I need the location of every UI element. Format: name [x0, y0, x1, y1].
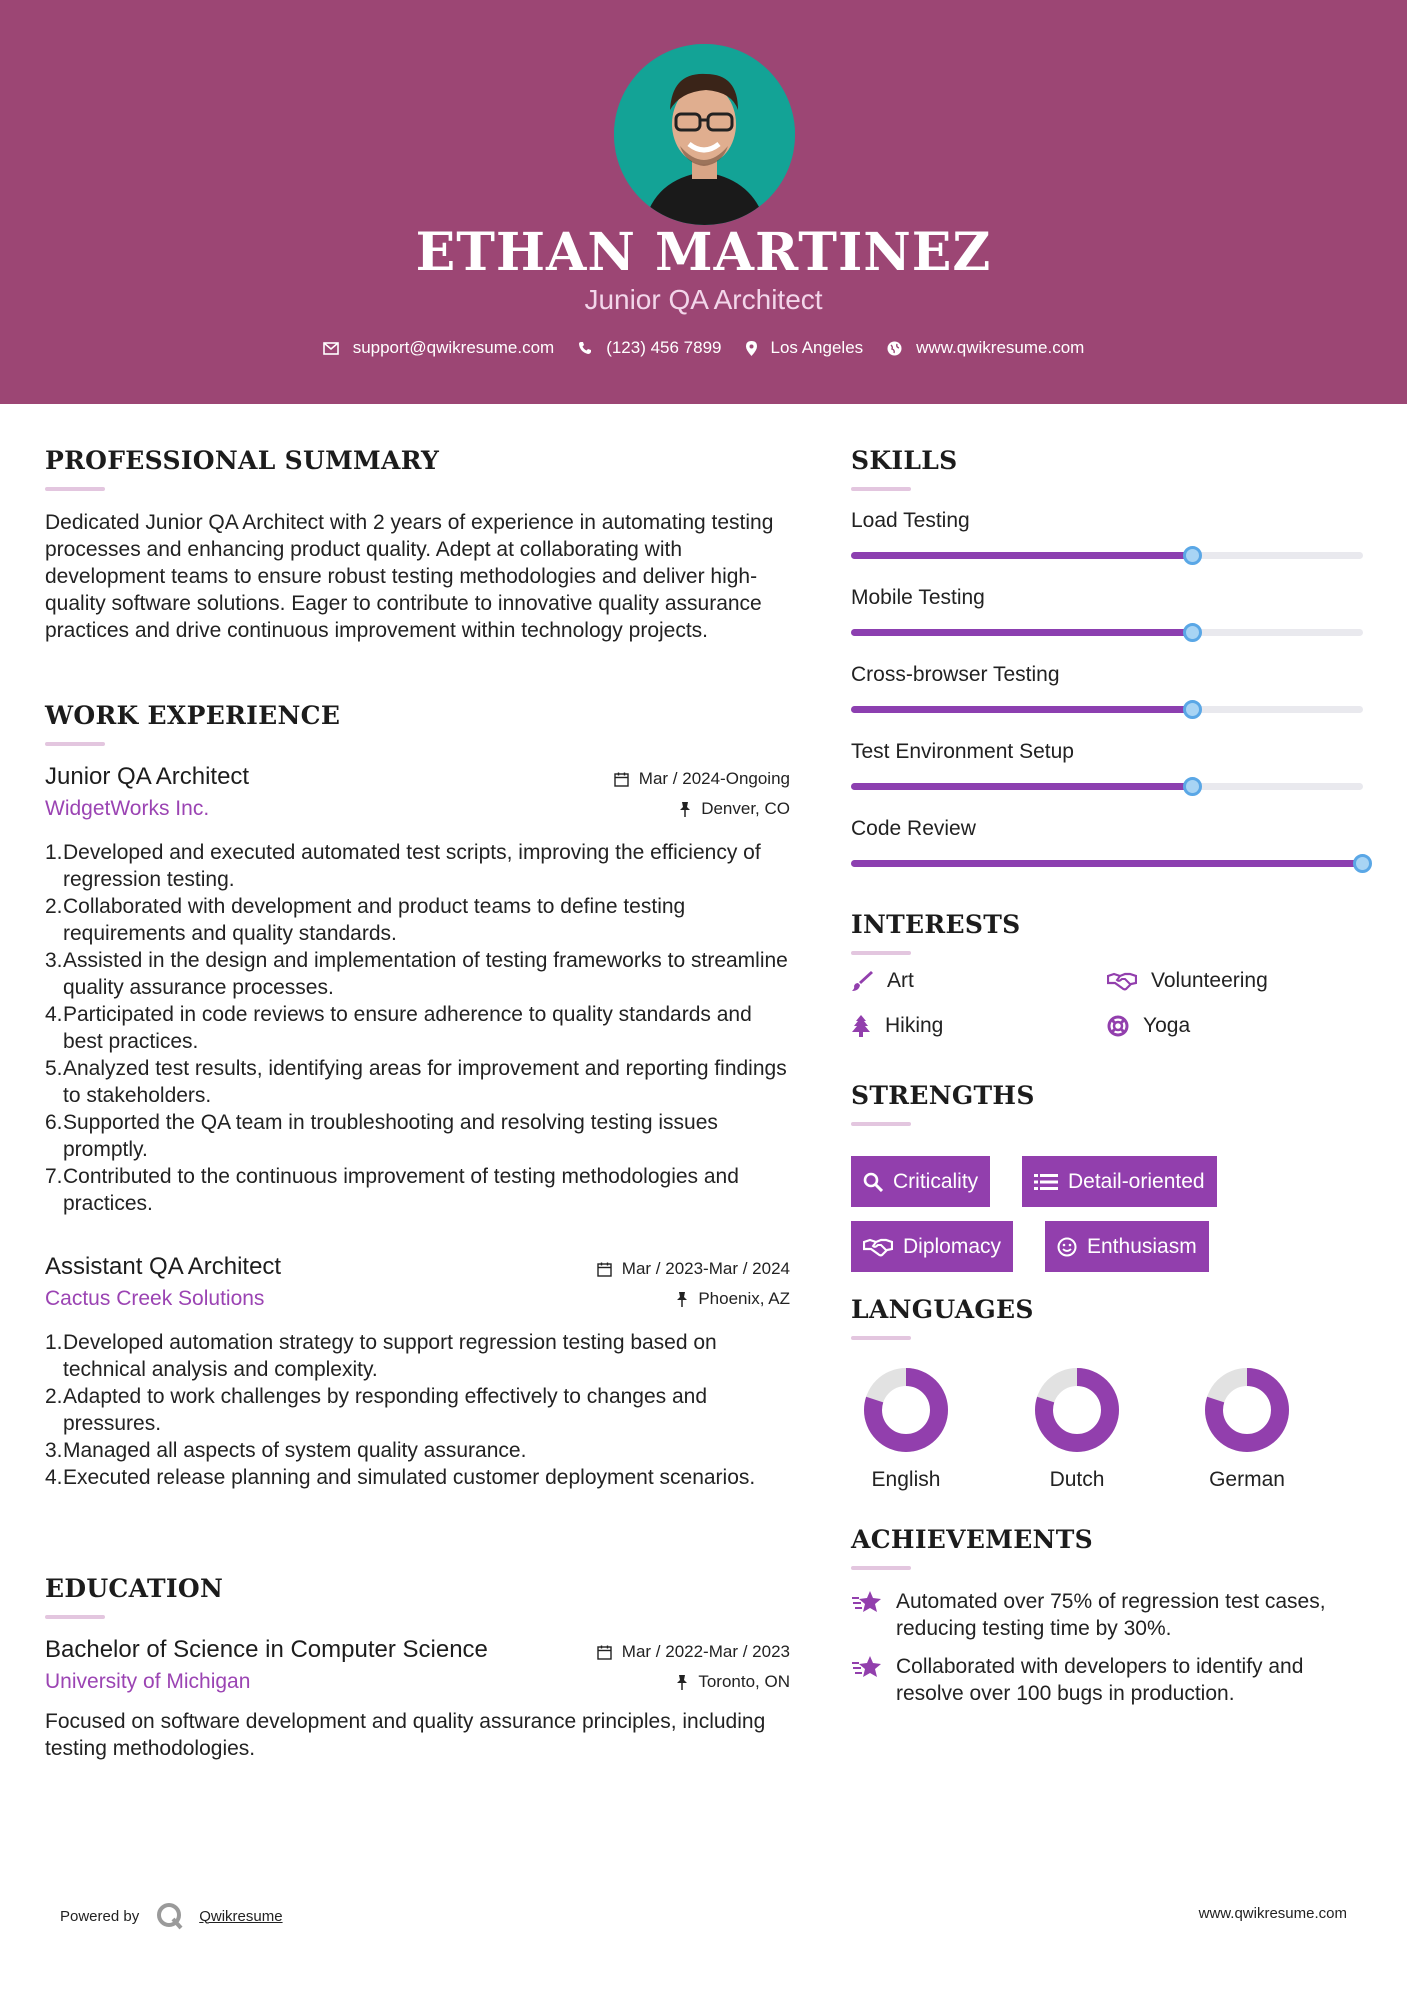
list-icon: [1034, 1173, 1058, 1191]
achievement-text: Automated over 75% of regression test cases, reducing testing time by 30%.: [896, 1590, 1326, 1640]
section-underline: [851, 1566, 911, 1570]
list-item: 4. Executed release planning and simulated customer deployment scenarios.: [45, 1466, 756, 1489]
skill-bar: [851, 860, 1363, 867]
skill-knob[interactable]: [1183, 777, 1202, 796]
education-section: [45, 1574, 790, 1760]
phone-text: (123) 456 7899: [606, 338, 722, 357]
company-name[interactable]: WidgetWorks Inc.: [45, 797, 210, 820]
strength-label: Detail-oriented: [1068, 1169, 1205, 1193]
interest-volunteering: [1107, 969, 1268, 993]
footer-website[interactable]: www.qwikresume.com: [1198, 1905, 1347, 1922]
section-title-achievements: ACHIEVEMENTS: [851, 1525, 1093, 1554]
contact-location: [746, 338, 864, 358]
skill-name: Load Testing: [851, 509, 970, 532]
education-description: Focused on software development and quality assurance principles, including testing methodologies.: [45, 1710, 766, 1760]
strength-label: Criticality: [893, 1169, 979, 1193]
section-title-interests: INTERESTS: [851, 910, 1021, 939]
education-date-text: Mar / 2022-Mar / 2023: [621, 1642, 790, 1661]
job-entry: [45, 1253, 790, 1491]
job-bullets: [45, 839, 790, 1217]
qwikresume-logo-icon: [155, 1901, 185, 1931]
job-entry: [45, 763, 790, 1217]
search-icon: [863, 1172, 883, 1192]
section-title-skills: SKILLS: [851, 446, 958, 475]
company-name[interactable]: Cactus Creek Solutions: [45, 1287, 265, 1310]
powered-by-text: Powered by: [60, 1907, 140, 1925]
job-location-text: Denver, CO: [701, 799, 790, 818]
interest-art: [851, 969, 914, 993]
list-item: 3. Assisted in the design and implementation of testing frameworks to streamline quality assurance processes.: [45, 949, 788, 999]
skill-knob[interactable]: [1353, 854, 1372, 873]
pushpin-icon: [676, 1292, 688, 1307]
interest-label: Yoga: [1143, 1014, 1191, 1037]
strength-tag: [1045, 1221, 1209, 1272]
list-item: 3. Managed all aspects of system quality assurance.: [45, 1439, 527, 1462]
language-item: [851, 1365, 961, 1492]
job-date-text: Mar / 2024-Ongoing: [638, 769, 790, 788]
achievements-section: [851, 1525, 1363, 1707]
tree-icon: [851, 1015, 871, 1037]
skill-bar: [851, 706, 1363, 713]
skill-row: [851, 817, 1363, 894]
smile-icon: [1057, 1237, 1077, 1257]
strength-tag: [1022, 1156, 1217, 1207]
interest-label: Volunteering: [1151, 969, 1268, 992]
candidate-title: Junior QA Architect: [584, 284, 823, 315]
section-title-experience: WORK EXPERIENCE: [45, 701, 341, 730]
summary-text: Dedicated Junior QA Architect with 2 years of experience in automating testing processes and enhancing product quality. Adept at collaborating with development teams to ensure robust testing methodologies and deliver high-quality software solutions. Eager to contribute to innovative quality assurance practices and drive continuous improvement within technology projects.: [45, 511, 774, 642]
skills-list: [851, 509, 1363, 894]
list-item: 1. Developed and executed automated test scripts, improving the efficiency of regression testing.: [45, 841, 761, 891]
lifebuoy-icon: [1107, 1015, 1129, 1037]
job-title: Junior QA Architect: [45, 763, 250, 790]
strength-tag: [851, 1156, 990, 1207]
envelope-icon: [323, 342, 339, 355]
language-item: [1022, 1365, 1132, 1492]
handshake-icon: [1107, 971, 1137, 991]
skill-knob[interactable]: [1183, 700, 1202, 719]
achievement-item: [851, 1653, 1363, 1707]
pushpin-icon: [679, 802, 691, 817]
candidate-name: ETHAN MARTINEZ: [415, 222, 992, 283]
interest-yoga: [1107, 1014, 1190, 1038]
list-item: 1. Developed automation strategy to support regression testing based on technical analysis and complexity.: [45, 1331, 717, 1381]
star-icon: [851, 1655, 883, 1679]
calendar-icon: [597, 1262, 612, 1277]
achievement-text: Collaborated with developers to identify and resolve over 100 bugs in production.: [896, 1655, 1304, 1705]
skill-row: [851, 586, 1363, 663]
education-location: [676, 1672, 790, 1692]
education-location-text: Toronto, ON: [698, 1672, 790, 1691]
job-date-text: Mar / 2023-Mar / 2024: [621, 1259, 790, 1278]
location-text: Los Angeles: [770, 338, 864, 357]
job-location: [676, 1289, 790, 1309]
strengths-section: [851, 1081, 1363, 1281]
skill-bar: [851, 629, 1363, 636]
skill-bar: [851, 783, 1363, 790]
section-title-summary: PROFESSIONAL SUMMARY: [45, 446, 440, 475]
language-donut: [851, 1365, 961, 1455]
language-label: English: [871, 1468, 941, 1491]
experience-section: [45, 701, 790, 1489]
contact-bar: [0, 338, 1407, 358]
skills-section: [851, 446, 1363, 894]
school-name[interactable]: University of Michigan: [45, 1670, 251, 1693]
website-text: www.qwikresume.com: [916, 338, 1085, 357]
section-underline: [851, 1336, 911, 1340]
skill-name: Cross-browser Testing: [851, 663, 1060, 686]
language-item: [1192, 1365, 1302, 1492]
resume-header: [0, 0, 1407, 404]
skill-row: [851, 509, 1363, 586]
star-icon: [851, 1590, 883, 1614]
contact-website[interactable]: [887, 338, 1084, 358]
section-underline: [851, 487, 911, 491]
map-pin-icon: [746, 341, 757, 356]
job-title: Assistant QA Architect: [45, 1253, 282, 1280]
section-underline: [45, 1615, 105, 1619]
language-label: Dutch: [1049, 1468, 1105, 1491]
calendar-icon: [597, 1645, 612, 1660]
language-donut: [1192, 1365, 1302, 1455]
strength-label: Enthusiasm: [1087, 1234, 1197, 1258]
section-title-languages: LANGUAGES: [851, 1295, 1034, 1324]
email-text: support@qwikresume.com: [352, 338, 555, 357]
calendar-icon: [614, 772, 629, 787]
list-item: 4. Participated in code reviews to ensure adherence to quality standards and best practices.: [45, 1003, 752, 1053]
summary-section: [45, 446, 790, 644]
section-title-education: EDUCATION: [45, 1574, 224, 1603]
section-underline: [851, 951, 911, 955]
globe-icon: [887, 341, 902, 356]
list-item: 2. Adapted to work challenges by responding effectively to changes and pressures.: [45, 1385, 708, 1435]
phone-icon: [578, 341, 592, 355]
contact-email[interactable]: [323, 338, 555, 358]
interest-label: Hiking: [885, 1014, 944, 1037]
section-underline: [851, 1122, 911, 1126]
job-date: [614, 769, 790, 789]
skill-knob[interactable]: [1183, 623, 1202, 642]
strength-label: Diplomacy: [903, 1234, 1002, 1258]
handshake-icon: [863, 1237, 893, 1257]
strength-tag: [851, 1221, 1013, 1272]
skill-name: Code Review: [851, 817, 976, 840]
list-item: 7. Contributed to the continuous improvement of testing methodologies and practices.: [45, 1165, 739, 1215]
skill-row: [851, 663, 1363, 740]
paintbrush-icon: [851, 970, 873, 992]
skill-name: Mobile Testing: [851, 586, 985, 609]
education-date: [597, 1642, 790, 1662]
skill-row: [851, 740, 1363, 817]
job-bullets: [45, 1329, 790, 1491]
skill-name: Test Environment Setup: [851, 740, 1074, 763]
section-title-strengths: STRENGTHS: [851, 1081, 1035, 1110]
profile-photo: [614, 44, 795, 225]
footer-powered-by: [60, 1901, 283, 1931]
interest-hiking: [851, 1014, 943, 1038]
interests-section: [851, 910, 1363, 1059]
job-location: [679, 799, 790, 819]
section-underline: [45, 487, 105, 491]
skill-knob[interactable]: [1183, 546, 1202, 565]
list-item: 6. Supported the QA team in troubleshooting and resolving testing issues promptly.: [45, 1111, 718, 1161]
job-location-text: Phoenix, AZ: [698, 1289, 790, 1308]
achievement-item: [851, 1588, 1363, 1642]
contact-phone[interactable]: [578, 338, 721, 358]
interest-label: Art: [887, 969, 914, 992]
language-donut: [1022, 1365, 1132, 1455]
list-item: 2. Collaborated with development and product teams to define testing requirements and quality standards.: [45, 895, 686, 945]
job-date: [597, 1259, 790, 1279]
brand-link[interactable]: Qwikresume: [199, 1907, 283, 1925]
pushpin-icon: [676, 1675, 688, 1690]
skill-bar: [851, 552, 1363, 559]
language-label: German: [1209, 1468, 1285, 1491]
list-item: 5. Analyzed test results, identifying areas for improvement and reporting findings to stakeholders.: [45, 1057, 787, 1107]
degree-title: Bachelor of Science in Computer Science: [45, 1636, 488, 1663]
languages-section: [851, 1295, 1363, 1495]
section-underline: [45, 742, 105, 746]
